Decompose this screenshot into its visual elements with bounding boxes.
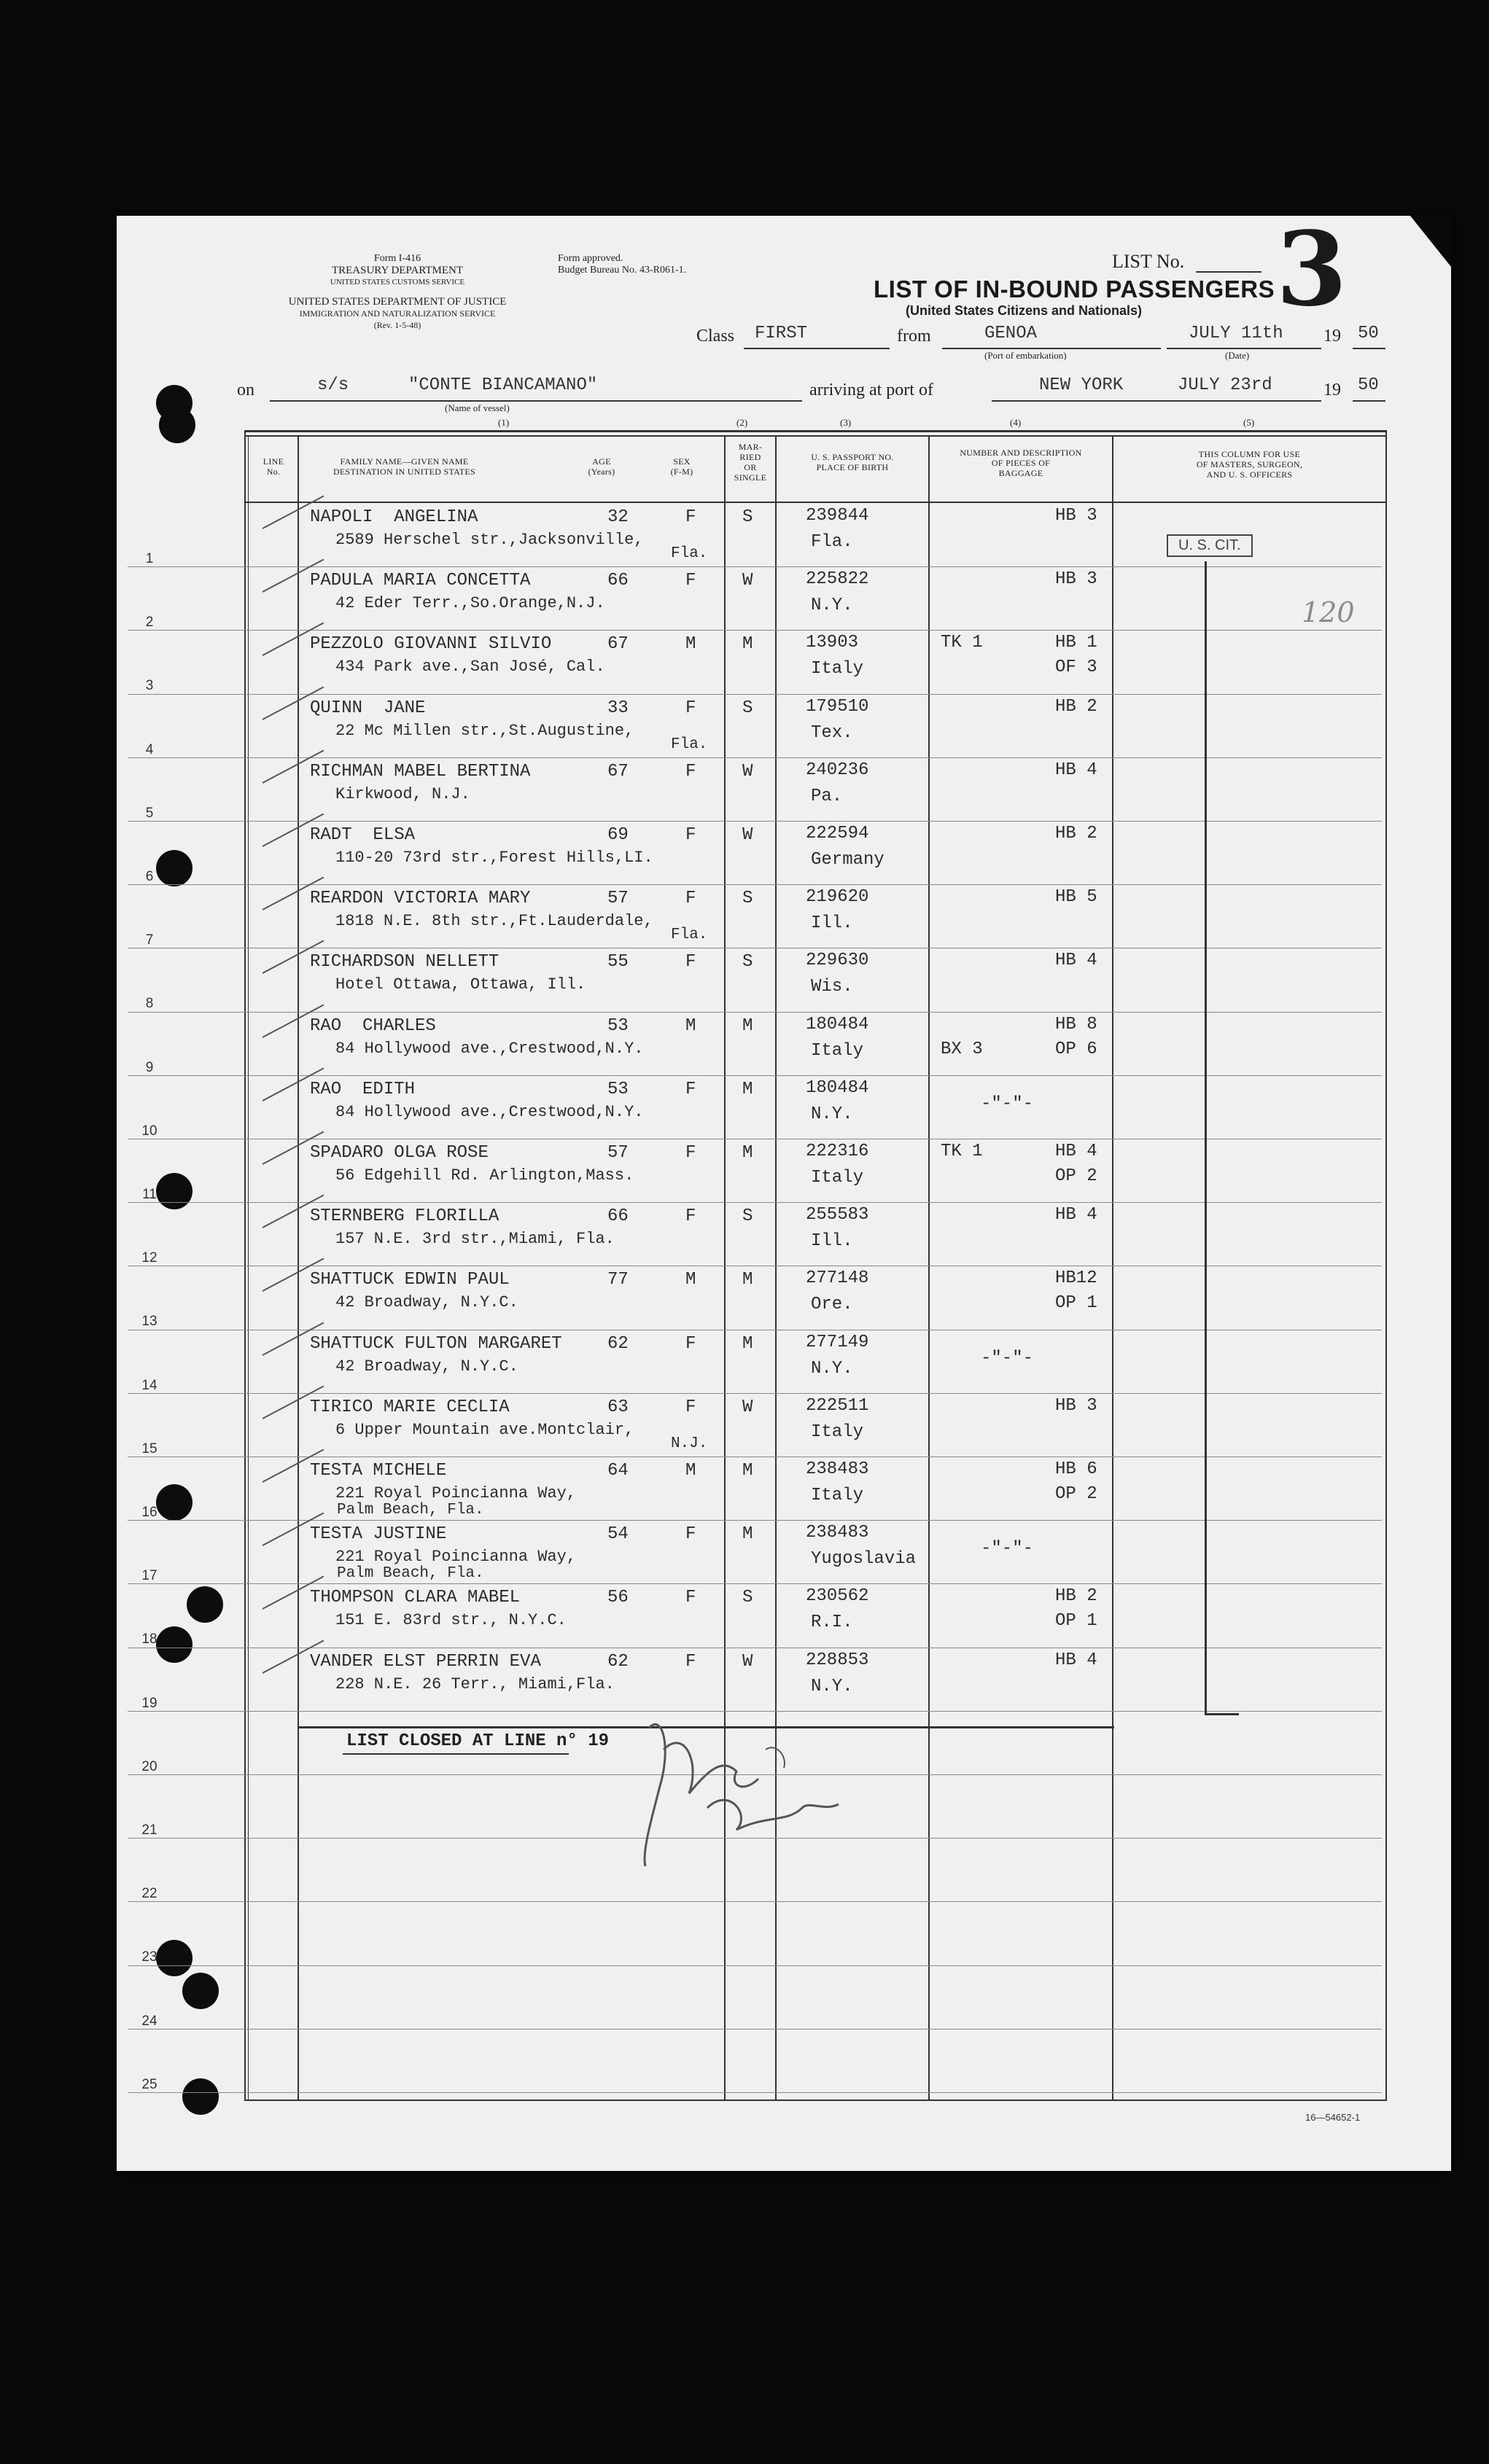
form-approval bbox=[558, 253, 791, 276]
passport-number: 222511 bbox=[806, 1395, 869, 1416]
passenger-destination: 6 Upper Mountain ave.Montclair, bbox=[335, 1420, 634, 1439]
passenger-name: RICHARDSON NELLETT bbox=[310, 952, 499, 972]
marital-status: M bbox=[742, 1079, 753, 1099]
col-header-sex: SEX (F-M) bbox=[670, 456, 693, 477]
row-divider bbox=[128, 566, 1382, 567]
passenger-name: SHATTUCK FULTON MARGARET bbox=[310, 1333, 562, 1354]
passenger-destination: 1818 N.E. 8th str.,Ft.Lauderdale, bbox=[335, 912, 653, 931]
place-of-birth: Ill. bbox=[811, 1231, 853, 1252]
citizen-bracket bbox=[1205, 561, 1239, 1715]
marital-status: S bbox=[742, 507, 753, 527]
place-of-birth: Italy bbox=[811, 1486, 864, 1505]
passenger-age: 66 bbox=[607, 571, 629, 591]
line-number: 8 bbox=[145, 996, 154, 1012]
passenger-sex: F bbox=[685, 889, 696, 909]
line-number: 24 bbox=[141, 2013, 158, 2029]
embark-port: GENOA bbox=[984, 324, 1038, 343]
line-number: 21 bbox=[141, 1822, 158, 1838]
passenger-sex: F bbox=[685, 1588, 696, 1608]
passenger-age: 55 bbox=[607, 952, 629, 972]
passenger-age: 62 bbox=[607, 1333, 629, 1354]
col-header-passport: U. S. PASSPORT NO. PLACE OF BIRTH bbox=[811, 452, 894, 472]
place-of-birth: Ore. bbox=[811, 1295, 853, 1315]
passenger-sex: F bbox=[685, 1206, 696, 1227]
col-header-line: LINE No. bbox=[263, 456, 284, 477]
marital-status: W bbox=[742, 1651, 753, 1672]
row-divider bbox=[128, 1583, 1382, 1584]
baggage-primary: HB 2 bbox=[1055, 1586, 1097, 1607]
place-of-birth: Italy bbox=[811, 659, 864, 679]
marital-status: S bbox=[742, 889, 753, 909]
line-number: 22 bbox=[141, 1886, 158, 1902]
row-divider bbox=[128, 757, 1382, 758]
passenger-sex: F bbox=[685, 698, 696, 718]
row-divider bbox=[128, 1520, 1382, 1521]
destination-continued: Fla. bbox=[671, 927, 708, 944]
passenger-name: THOMPSON CLARA MABEL bbox=[310, 1588, 521, 1608]
passenger-destination: 22 Mc Millen str.,St.Augustine, bbox=[335, 721, 634, 740]
passenger-destination: 221 Royal Poincianna Way, bbox=[335, 1548, 577, 1567]
col-num-5: (5) bbox=[1243, 417, 1255, 428]
year-prefix-arrived: 19 bbox=[1323, 381, 1341, 399]
passenger-age: 77 bbox=[607, 1270, 629, 1290]
marital-status: S bbox=[742, 1206, 753, 1227]
baggage-primary: HB12 bbox=[1055, 1268, 1097, 1289]
passport-number: 219620 bbox=[806, 887, 869, 908]
line-number: 14 bbox=[141, 1377, 158, 1393]
marital-status: M bbox=[742, 1524, 753, 1545]
passenger-name: RICHMAN MABEL BERTINA bbox=[310, 761, 531, 781]
baggage-primary: HB 3 bbox=[1055, 1395, 1097, 1416]
officer-signature bbox=[620, 1706, 904, 1874]
passenger-name: TESTA MICHELE bbox=[310, 1461, 447, 1481]
row-divider bbox=[128, 1012, 1382, 1013]
passenger-sex: M bbox=[685, 1015, 696, 1036]
col-header-officers: THIS COLUMN FOR USE OF MASTERS, SURGEON, AND U. S. OFFICERS bbox=[1196, 449, 1303, 480]
passenger-age: 64 bbox=[607, 1461, 629, 1481]
vessel-caption: (Name of vessel) bbox=[445, 402, 510, 413]
place-of-birth: N.Y. bbox=[811, 1104, 853, 1124]
marital-status: W bbox=[742, 825, 753, 845]
passenger-age: 69 bbox=[607, 825, 629, 845]
line-number: 23 bbox=[141, 1949, 158, 1965]
baggage-primary: HB 6 bbox=[1055, 1459, 1097, 1479]
passenger-sex: F bbox=[685, 825, 696, 845]
passenger-destination: 42 Eder Terr.,So.Orange,N.J. bbox=[335, 594, 605, 613]
passport-number: 238483 bbox=[806, 1523, 869, 1543]
line-number: 12 bbox=[141, 1250, 158, 1266]
passenger-destination: 221 Royal Poincianna Way, bbox=[335, 1484, 577, 1502]
passenger-destination: 228 N.E. 26 Terr., Miami,Fla. bbox=[335, 1674, 615, 1693]
place-of-birth: Yugoslavia bbox=[811, 1549, 917, 1570]
marital-status: S bbox=[742, 952, 753, 972]
passenger-name: QUINN JANE bbox=[310, 698, 426, 718]
passport-number: 238483 bbox=[806, 1459, 869, 1479]
justice-dept: UNITED STATES DEPARTMENT OF JUSTICE bbox=[288, 296, 507, 308]
passenger-name: SPADARO OLGA ROSE bbox=[310, 1143, 489, 1163]
col-num-1: (1) bbox=[498, 417, 510, 428]
passport-number: 230562 bbox=[806, 1586, 869, 1607]
passenger-destination: Hotel Ottawa, Ottawa, Ill. bbox=[335, 975, 586, 994]
passenger-age: 53 bbox=[607, 1015, 629, 1036]
place-of-birth: N.Y. bbox=[811, 1676, 853, 1696]
arriving-label: arriving at port of bbox=[809, 381, 933, 399]
destination-continued: Fla. bbox=[671, 736, 708, 753]
passenger-name: REARDON VICTORIA MARY bbox=[310, 889, 531, 909]
list-no-label: LIST No. bbox=[1112, 251, 1185, 272]
list-number: 3 bbox=[1276, 210, 1348, 330]
passenger-age: 63 bbox=[607, 1397, 629, 1417]
baggage-primary: HB 3 bbox=[1055, 569, 1097, 590]
baggage-primary: HB 2 bbox=[1055, 824, 1097, 843]
line-number: 20 bbox=[141, 1758, 158, 1774]
passenger-name: TESTA JUSTINE bbox=[310, 1524, 447, 1545]
passenger-sex: F bbox=[685, 1333, 696, 1354]
passenger-sex: F bbox=[685, 1143, 696, 1163]
marital-status: M bbox=[742, 1015, 753, 1036]
passenger-age: 32 bbox=[607, 507, 629, 527]
justice-block bbox=[237, 296, 558, 331]
form-footer-code: 16—54652-1 bbox=[1305, 2112, 1361, 2123]
passenger-destination: 84 Hollywood ave.,Crestwood,N.Y. bbox=[335, 1102, 644, 1121]
marital-status: W bbox=[742, 571, 753, 591]
arrival-date: JULY 23rd bbox=[1178, 375, 1272, 395]
passenger-sex: F bbox=[685, 761, 696, 781]
place-of-birth: N.Y. bbox=[811, 596, 853, 616]
baggage-secondary: OP 2 bbox=[1055, 1166, 1097, 1186]
col-header-name: FAMILY NAME—GIVEN NAME DESTINATION IN UNITED STATES bbox=[333, 456, 476, 477]
passenger-sex: M bbox=[685, 634, 696, 655]
passport-number: 277149 bbox=[806, 1332, 869, 1352]
form-number: Form I-416 bbox=[373, 253, 421, 264]
place-of-birth: Ill. bbox=[811, 913, 853, 934]
passenger-age: 57 bbox=[607, 889, 629, 909]
line-number: 4 bbox=[145, 741, 154, 757]
marital-status: W bbox=[742, 1397, 753, 1417]
passenger-sex: M bbox=[685, 1270, 696, 1290]
passenger-sex: F bbox=[685, 1524, 696, 1545]
passenger-age: 57 bbox=[607, 1143, 629, 1163]
passenger-name: STERNBERG FLORILLA bbox=[310, 1206, 499, 1227]
passenger-sex: F bbox=[685, 507, 696, 527]
place-of-birth: Italy bbox=[811, 1040, 864, 1061]
line-number: 6 bbox=[145, 869, 154, 884]
row-divider bbox=[128, 630, 1382, 631]
ins-service: IMMIGRATION AND NATURALIZATION SERVICE bbox=[299, 308, 496, 319]
date-caption: (Date) bbox=[1225, 350, 1250, 361]
document-subtitle: (United States Citizens and Nationals) bbox=[906, 303, 1143, 318]
baggage-secondary: OP 6 bbox=[1055, 1039, 1097, 1059]
passenger-name: PADULA MARIA CONCETTA bbox=[310, 571, 531, 591]
place-of-birth: Fla. bbox=[811, 532, 853, 552]
marital-status: M bbox=[742, 1461, 753, 1481]
passport-number: 13903 bbox=[806, 633, 859, 653]
baggage-secondary: OP 2 bbox=[1055, 1484, 1097, 1504]
col-header-baggage: NUMBER AND DESCRIPTION OF PIECES OF BAGGAGE bbox=[960, 448, 1082, 478]
line-number: 10 bbox=[141, 1123, 158, 1139]
passport-number: 179510 bbox=[806, 696, 869, 717]
marital-status: S bbox=[742, 698, 753, 718]
passenger-age: 67 bbox=[607, 761, 629, 781]
passenger-destination: 2589 Herschel str.,Jacksonville, bbox=[335, 531, 644, 549]
passenger-destination: 56 Edgehill Rd. Arlington,Mass. bbox=[335, 1166, 634, 1185]
revision: (Rev. 1-5-48) bbox=[373, 320, 421, 330]
marital-status: M bbox=[742, 634, 753, 655]
place-of-birth: Germany bbox=[811, 850, 885, 870]
passenger-age: 33 bbox=[607, 698, 629, 718]
sail-date: JULY 11th bbox=[1189, 324, 1283, 343]
embark-caption: (Port of embarkation) bbox=[984, 350, 1067, 361]
col-header-married: MAR- RIED OR SINGLE bbox=[734, 442, 767, 483]
vessel-name: "CONTE BIANCAMANO" bbox=[408, 375, 598, 395]
baggage-primary: HB 4 bbox=[1055, 1142, 1097, 1161]
passenger-age: 66 bbox=[607, 1206, 629, 1227]
row-divider bbox=[128, 1202, 1382, 1203]
baggage-primary: HB 4 bbox=[1055, 1650, 1097, 1670]
passenger-destination: Kirkwood, N.J. bbox=[335, 784, 470, 803]
passport-number: 225822 bbox=[806, 569, 869, 590]
year-prefix-sailed: 19 bbox=[1323, 327, 1341, 346]
passenger-name: TIRICO MARIE CECLIA bbox=[310, 1397, 510, 1417]
baggage-primary: -"-"- bbox=[981, 1348, 1034, 1368]
passport-number: 255583 bbox=[806, 1205, 869, 1225]
line-number: 16 bbox=[141, 1505, 158, 1520]
line-number: 25 bbox=[141, 2076, 158, 2092]
passenger-age: 67 bbox=[607, 634, 629, 655]
col-header-age: AGE (Years) bbox=[588, 456, 615, 477]
marital-status: S bbox=[742, 1588, 753, 1608]
passenger-name: SHATTUCK EDWIN PAUL bbox=[310, 1270, 510, 1290]
marital-status: M bbox=[742, 1143, 753, 1163]
row-divider bbox=[128, 1965, 1382, 1966]
list-closed-rule bbox=[343, 1753, 569, 1755]
passenger-name: RADT ELSA bbox=[310, 825, 416, 845]
row-divider bbox=[128, 694, 1382, 695]
pencil-note-120: 120 bbox=[1302, 596, 1355, 628]
place-of-birth: N.Y. bbox=[811, 1358, 853, 1379]
class-label: Class bbox=[696, 327, 735, 346]
row-divider bbox=[128, 1075, 1382, 1076]
line-number: 18 bbox=[141, 1631, 158, 1648]
baggage-tk: TK 1 bbox=[941, 633, 983, 653]
passport-number: 239844 bbox=[806, 506, 869, 526]
passport-number: 180484 bbox=[806, 1077, 869, 1098]
line-number: 13 bbox=[141, 1314, 158, 1330]
destination-continued: Palm Beach, Fla. bbox=[337, 1565, 484, 1583]
row-divider bbox=[128, 821, 1382, 822]
form-header bbox=[314, 253, 481, 288]
class-value: FIRST bbox=[755, 324, 808, 343]
on-label: on bbox=[237, 381, 254, 399]
passenger-sex: M bbox=[685, 1461, 696, 1481]
col-num-4: (4) bbox=[1010, 417, 1022, 428]
line-number: 19 bbox=[141, 1695, 158, 1711]
place-of-birth: Pa. bbox=[811, 786, 843, 806]
place-of-birth: Wis. bbox=[811, 977, 853, 997]
punch-hole bbox=[182, 2078, 219, 2115]
baggage-primary: HB 5 bbox=[1055, 887, 1097, 908]
document-title: LIST OF IN-BOUND PASSENGERS bbox=[874, 276, 1275, 303]
passport-number: 240236 bbox=[806, 760, 869, 780]
passenger-sex: F bbox=[685, 571, 696, 591]
passenger-name: VANDER ELST PERRIN EVA bbox=[310, 1651, 541, 1672]
baggage-primary: HB 4 bbox=[1055, 951, 1097, 971]
row-divider bbox=[128, 1393, 1382, 1394]
place-of-birth: R.I. bbox=[811, 1613, 853, 1633]
us-citizen-stamp: U. S. CIT. bbox=[1167, 534, 1253, 557]
row-divider bbox=[128, 884, 1382, 885]
place-of-birth: Tex. bbox=[811, 722, 853, 743]
passport-number: 180484 bbox=[806, 1014, 869, 1034]
customs-service: UNITED STATES CUSTOMS SERVICE bbox=[330, 278, 465, 286]
baggage-primary: HB 8 bbox=[1055, 1014, 1097, 1034]
passenger-name: NAPOLI ANGELINA bbox=[310, 507, 478, 527]
baggage-secondary: OF 3 bbox=[1055, 658, 1097, 678]
arrival-port: NEW YORK bbox=[1039, 375, 1124, 395]
passenger-destination: 42 Broadway, N.Y.C. bbox=[335, 1357, 518, 1376]
baggage-secondary: OP 1 bbox=[1055, 1293, 1097, 1314]
passenger-destination: 42 Broadway, N.Y.C. bbox=[335, 1293, 518, 1312]
passenger-destination: 110-20 73rd str.,Forest Hills,LI. bbox=[335, 849, 653, 867]
passport-number: 277148 bbox=[806, 1268, 869, 1289]
destination-continued: Palm Beach, Fla. bbox=[337, 1502, 484, 1518]
baggage-primary: HB 2 bbox=[1055, 696, 1097, 717]
marital-status: W bbox=[742, 761, 753, 781]
line-number: 1 bbox=[145, 551, 154, 566]
passenger-name: PEZZOLO GIOVANNI SILVIO bbox=[310, 634, 552, 655]
line-number: 9 bbox=[145, 1059, 154, 1075]
passport-number: 222316 bbox=[806, 1142, 869, 1161]
destination-continued: Fla. bbox=[671, 545, 708, 562]
treasury-dept: TREASURY DEPARTMENT bbox=[331, 265, 464, 276]
ship-prefix: s/s bbox=[317, 375, 349, 395]
baggage-primary: HB 1 bbox=[1055, 633, 1097, 653]
col-num-2: (2) bbox=[736, 417, 748, 428]
form-approved: Form approved. bbox=[558, 253, 623, 264]
baggage-tk: BX 3 bbox=[941, 1039, 983, 1059]
arrival-year: 50 bbox=[1358, 375, 1379, 395]
baggage-primary: HB 4 bbox=[1055, 1205, 1097, 1225]
passenger-age: 62 bbox=[607, 1651, 629, 1672]
passport-number: 222594 bbox=[806, 824, 869, 843]
passenger-sex: F bbox=[685, 1079, 696, 1099]
passenger-age: 56 bbox=[607, 1588, 629, 1608]
line-number: 7 bbox=[145, 932, 154, 948]
place-of-birth: Italy bbox=[811, 1422, 864, 1442]
punch-hole bbox=[187, 1586, 223, 1623]
sail-year: 50 bbox=[1358, 324, 1379, 343]
row-divider bbox=[128, 2029, 1382, 2030]
row-divider bbox=[128, 2092, 1382, 2093]
passenger-destination: 157 N.E. 3rd str.,Miami, Fla. bbox=[335, 1230, 615, 1249]
list-closed-note: LIST CLOSED AT LINE n° 19 bbox=[346, 1731, 610, 1751]
passenger-destination: 151 E. 83rd str., N.Y.C. bbox=[335, 1611, 567, 1630]
baggage-primary: HB 3 bbox=[1055, 506, 1097, 526]
baggage-primary: HB 4 bbox=[1055, 760, 1097, 780]
line-number: 5 bbox=[145, 805, 154, 821]
marital-status: M bbox=[742, 1270, 753, 1290]
line-number: 17 bbox=[141, 1568, 158, 1584]
passenger-age: 54 bbox=[607, 1524, 629, 1545]
passenger-sex: F bbox=[685, 1651, 696, 1672]
passenger-age: 53 bbox=[607, 1079, 629, 1099]
line-number: 11 bbox=[142, 1187, 157, 1202]
budget-bureau: Budget Bureau No. 43-R061-1. bbox=[558, 265, 687, 276]
line-number: 15 bbox=[141, 1440, 158, 1457]
row-divider bbox=[128, 1901, 1382, 1902]
baggage-secondary: OP 1 bbox=[1055, 1611, 1097, 1631]
marital-status: M bbox=[742, 1333, 753, 1354]
from-label: from bbox=[897, 327, 931, 346]
destination-continued: N.J. bbox=[671, 1435, 708, 1452]
passenger-name: RAO CHARLES bbox=[310, 1015, 436, 1036]
punch-hole bbox=[159, 407, 195, 443]
passenger-destination: 434 Park ave.,San José, Cal. bbox=[335, 658, 605, 677]
baggage-tk: TK 1 bbox=[941, 1142, 983, 1161]
baggage-primary: -"-"- bbox=[981, 1093, 1034, 1114]
col-num-3: (3) bbox=[840, 417, 852, 428]
passenger-destination: 84 Hollywood ave.,Crestwood,N.Y. bbox=[335, 1039, 644, 1058]
baggage-primary: -"-"- bbox=[981, 1539, 1034, 1559]
line-number: 3 bbox=[145, 678, 154, 694]
passenger-sex: F bbox=[685, 952, 696, 972]
punch-hole bbox=[182, 1973, 219, 2009]
passenger-sex: F bbox=[685, 1397, 696, 1417]
line-number: 2 bbox=[145, 615, 154, 631]
passport-number: 228853 bbox=[806, 1650, 869, 1670]
passport-number: 229630 bbox=[806, 951, 869, 971]
place-of-birth: Italy bbox=[811, 1168, 864, 1188]
passenger-name: RAO EDITH bbox=[310, 1079, 416, 1099]
